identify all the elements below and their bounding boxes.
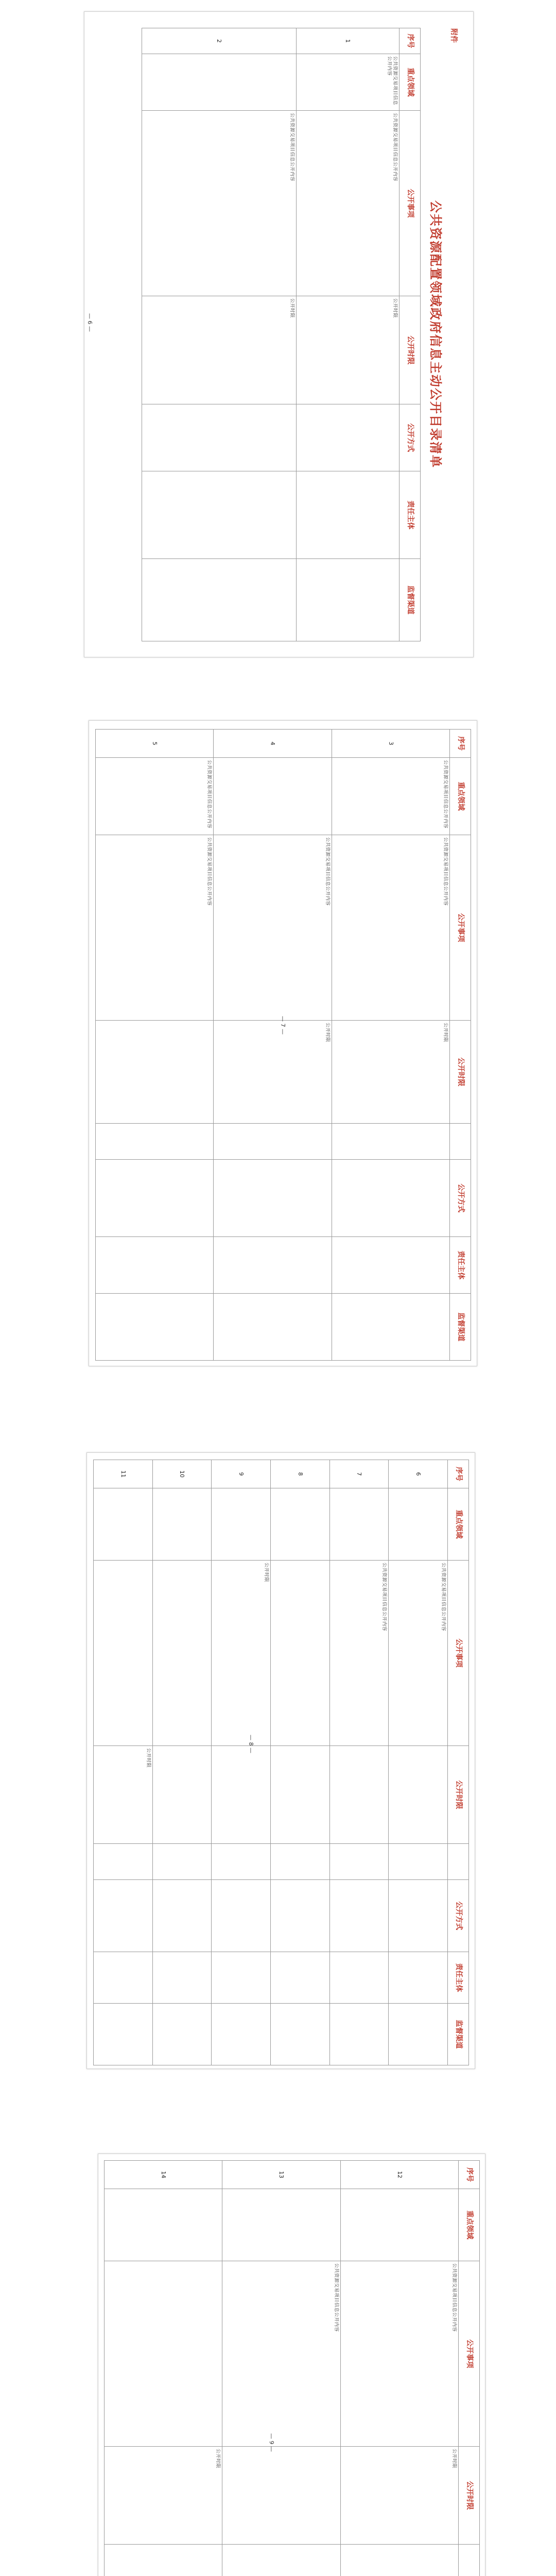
table-row: 11 公开时限 <box>93 1460 152 2065</box>
header-owner: 责任主体 <box>447 1952 468 2003</box>
header-item: 公开事项 <box>399 111 420 296</box>
table-row: 4 公共资源交易项目信息公开内容 公开时限 <box>213 730 331 1361</box>
document-page-3 <box>86 1452 475 2069</box>
catalog-table <box>95 729 471 1361</box>
row-number: 12 <box>340 2161 458 2189</box>
document-page-2 <box>89 720 477 1366</box>
header-field: 重点领域 <box>458 2189 479 2261</box>
table-row <box>270 1460 329 2065</box>
document-page-1 <box>84 11 474 657</box>
header-item: 公开事项 <box>449 835 471 1021</box>
row-number: 1 <box>296 28 399 54</box>
header-channel: 监督渠道 <box>447 2003 468 2065</box>
header-field: 重点领域 <box>449 758 471 835</box>
table-row: 6 公共资源交易项目信息公开内容 <box>388 1460 447 2065</box>
header-time: 公开时限 <box>449 1021 471 1124</box>
row-number: 8 <box>270 1460 329 1488</box>
document-page-4 <box>98 2154 485 2576</box>
table-row: 7 公共资源交易项目信息公开内容 <box>329 1460 389 2065</box>
header-field: 重点领域 <box>447 1488 468 1560</box>
item-cell: 公共资源交易项目信息公开内容 <box>296 111 399 296</box>
row-number: 13 <box>222 2161 340 2189</box>
attachment-label: 附件 <box>449 28 458 43</box>
header-seq: 序号 <box>458 2161 479 2189</box>
row-number: 2 <box>142 28 296 54</box>
page-number: — 8 — <box>248 1735 254 1753</box>
header-seq: 序号 <box>447 1460 468 1488</box>
page-number: — 6 — <box>86 313 93 332</box>
header-method: 公开方式 <box>447 1879 468 1952</box>
header-item: 公开事项 <box>458 2261 479 2447</box>
table-row: 9 公开时限 <box>211 1460 270 2065</box>
catalog-table <box>93 1460 469 2065</box>
row-number: 3 <box>332 730 449 758</box>
item-cell: 公共资源交易项目信息公开内容 <box>142 111 296 296</box>
table-row: 12 公共资源交易项目信息公开内容 公开时限 <box>340 2161 458 2576</box>
header-field: 重点领域 <box>399 54 420 111</box>
header-seq: 序号 <box>449 730 471 758</box>
table-row: 14 公开时限 <box>104 2161 222 2576</box>
table-row <box>296 28 399 641</box>
row-number: 5 <box>95 730 213 758</box>
page-number: — 9 — <box>268 2433 275 2452</box>
row-number: 9 <box>211 1460 270 1488</box>
table-row <box>152 1460 212 2065</box>
row-number: 6 <box>388 1460 447 1488</box>
header-time: 公开时限 <box>399 296 420 404</box>
row-number: 7 <box>329 1460 389 1488</box>
header-owner: 责任主体 <box>449 1237 471 1294</box>
time-cell: 公开时限 <box>142 296 296 404</box>
table-row <box>142 28 296 641</box>
header-owner: 责任主体 <box>399 471 420 559</box>
header-time: 公开时限 <box>447 1745 468 1843</box>
header-time: 公开时限 <box>458 2447 479 2545</box>
row-number: 14 <box>104 2161 222 2189</box>
row-number: 11 <box>93 1460 152 1488</box>
header-channel: 监督渠道 <box>449 1294 471 1361</box>
header-method: 公开方式 <box>449 1160 471 1237</box>
header-method: 公开方式 <box>399 404 420 471</box>
row-number: 4 <box>213 730 331 758</box>
header-channel: 监督渠道 <box>399 559 420 641</box>
field-cell: 公共资源交易项目信息公开内容 <box>296 54 399 111</box>
table-row: 13 公共资源交易项目信息公开内容 <box>222 2161 340 2576</box>
time-cell: 公开时限 <box>296 296 399 404</box>
catalog-table <box>142 28 421 641</box>
page-number: — 7 — <box>280 1016 286 1035</box>
header-item: 公开事项 <box>447 1560 468 1745</box>
table-row: 3 公共资源交易项目信息公开内容 公共资源交易项目信息公开内容 公开时限 <box>332 730 449 1361</box>
table-row: 5 公共资源交易项目信息公开内容 公共资源交易项目信息公开内容 <box>95 730 213 1361</box>
catalog-table <box>104 2160 480 2576</box>
row-number: 10 <box>152 1460 212 1488</box>
document-title: 公共资源配置领域政府信息主动公开目录清单 <box>428 200 443 468</box>
header-seq: 序号 <box>399 28 420 54</box>
